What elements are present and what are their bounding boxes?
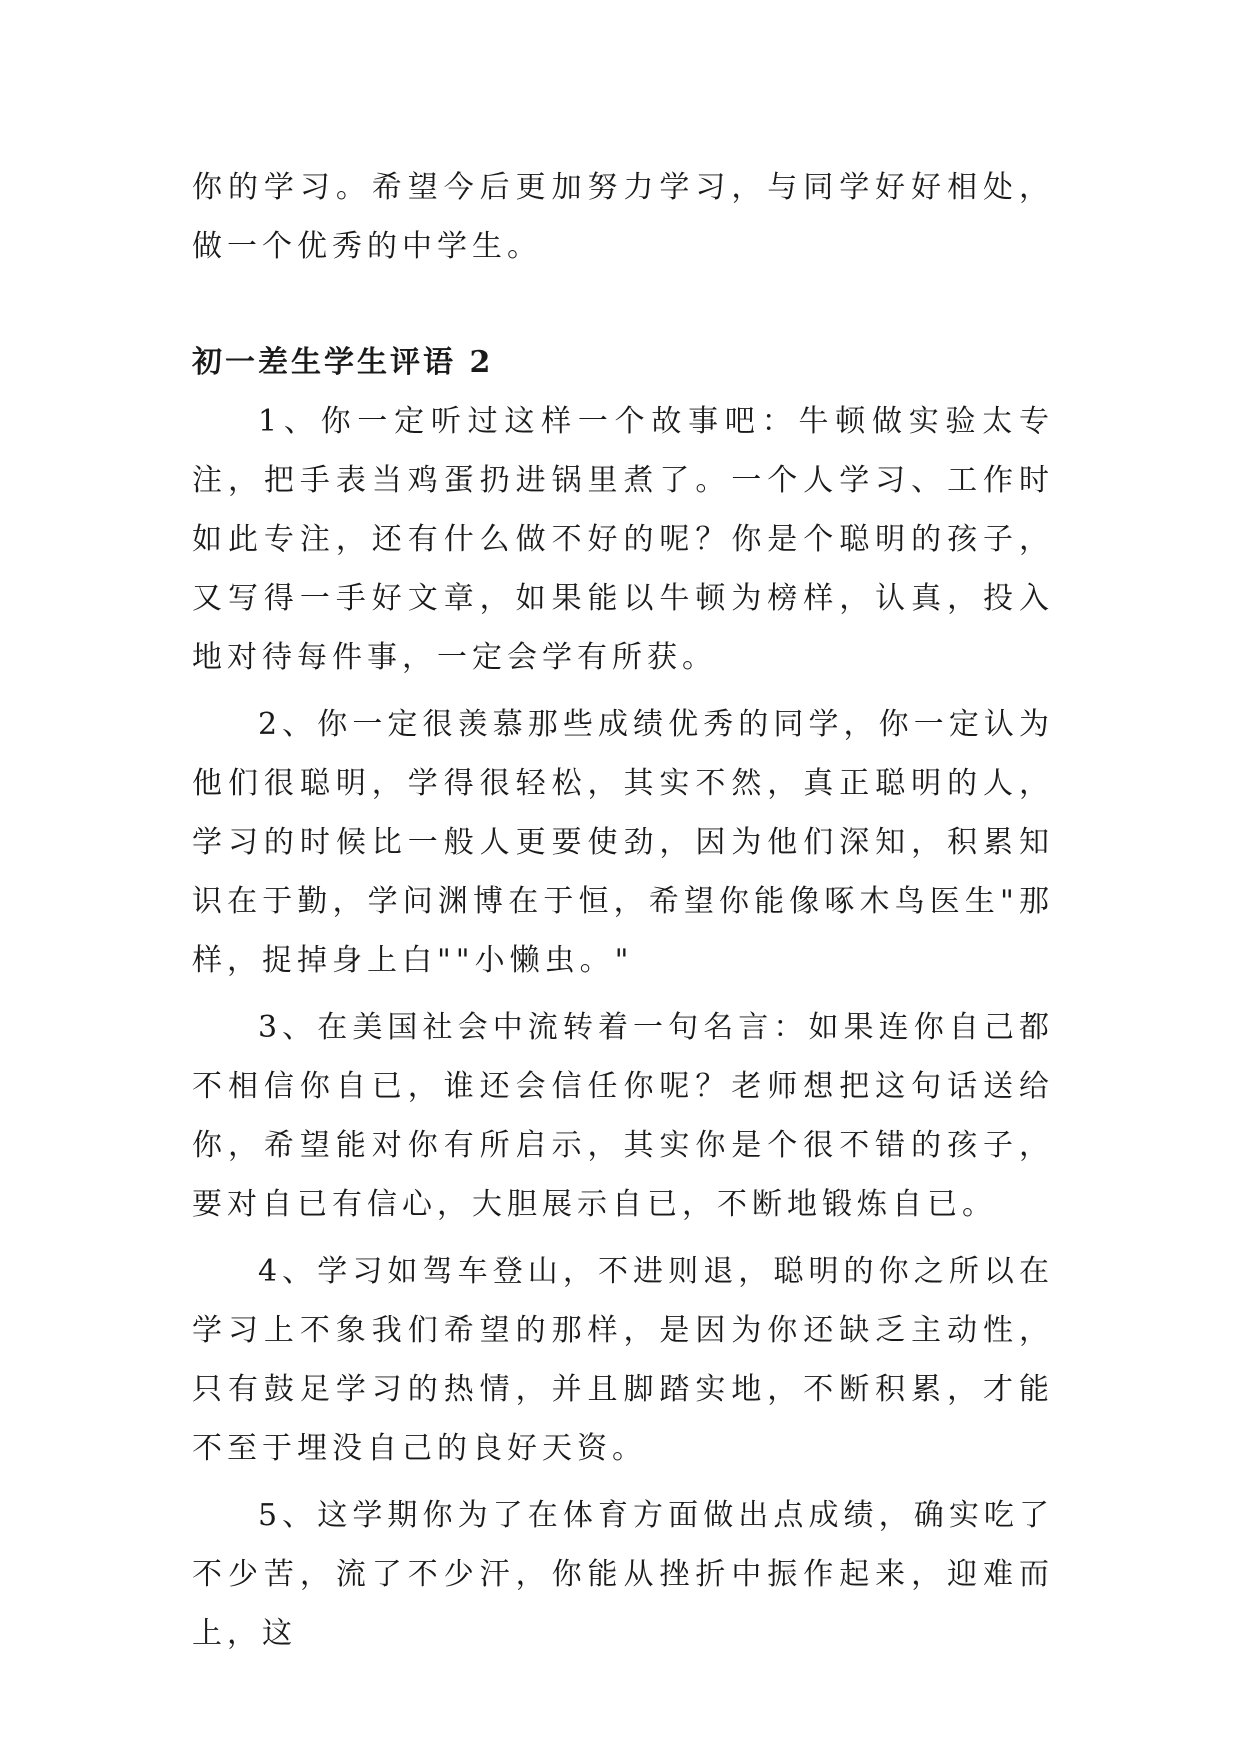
comment-item-1: 1、你一定听过这样一个故事吧：牛顿做实验太专注，把手表当鸡蛋扔进锅里煮了。一个人学习、工作时如此专注，还有什么做不好的呢？你是个聪明的孩子，又写得一手好文章，如果能以牛顿为榜样，认真，投入地对待每件事，一定会学有所获。 <box>192 404 1054 675</box>
comment-item-5: 5、这学期你为了在体育方面做出点成绩，确实吃了不少苦，流了不少汗，你能从挫折中振作起来，迎难而上，这 <box>192 1498 1054 1651</box>
document-body <box>192 158 1054 1663</box>
section-title: 初一差生学生评语 2 <box>192 345 494 380</box>
intro-continuation-paragraph: 你的学习。希望今后更加努力学习，与同学好好相处，做一个优秀的中学生。 <box>192 170 1054 264</box>
comment-item-2: 2、你一定很羡慕那些成绩优秀的同学，你一定认为他们很聪明，学得很轻松，其实不然，真正聪明的人，学习的时候比一般人更要使劲，因为他们深知，积累知识在于勤，学问渊博在于恒，希望你能像啄木鸟医生"那样，捉掉身上白""小懒虫。" <box>192 707 1054 978</box>
comment-item-4: 4、学习如驾车登山，不进则退，聪明的你之所以在学习上不象我们希望的那样，是因为你还缺乏主动性，只有鼓足学习的热情，并且脚踏实地，不断积累，才能不至于埋没自己的良好天资。 <box>192 1254 1054 1466</box>
comment-item-3: 3、在美国社会中流转着一句名言：如果连你自己都不相信你自已，谁还会信任你呢？老师想把这句话送给你，希望能对你有所启示，其实你是个很不错的孩子，要对自已有信心，大胆展示自已，不断地锻炼自已。 <box>192 1010 1054 1222</box>
